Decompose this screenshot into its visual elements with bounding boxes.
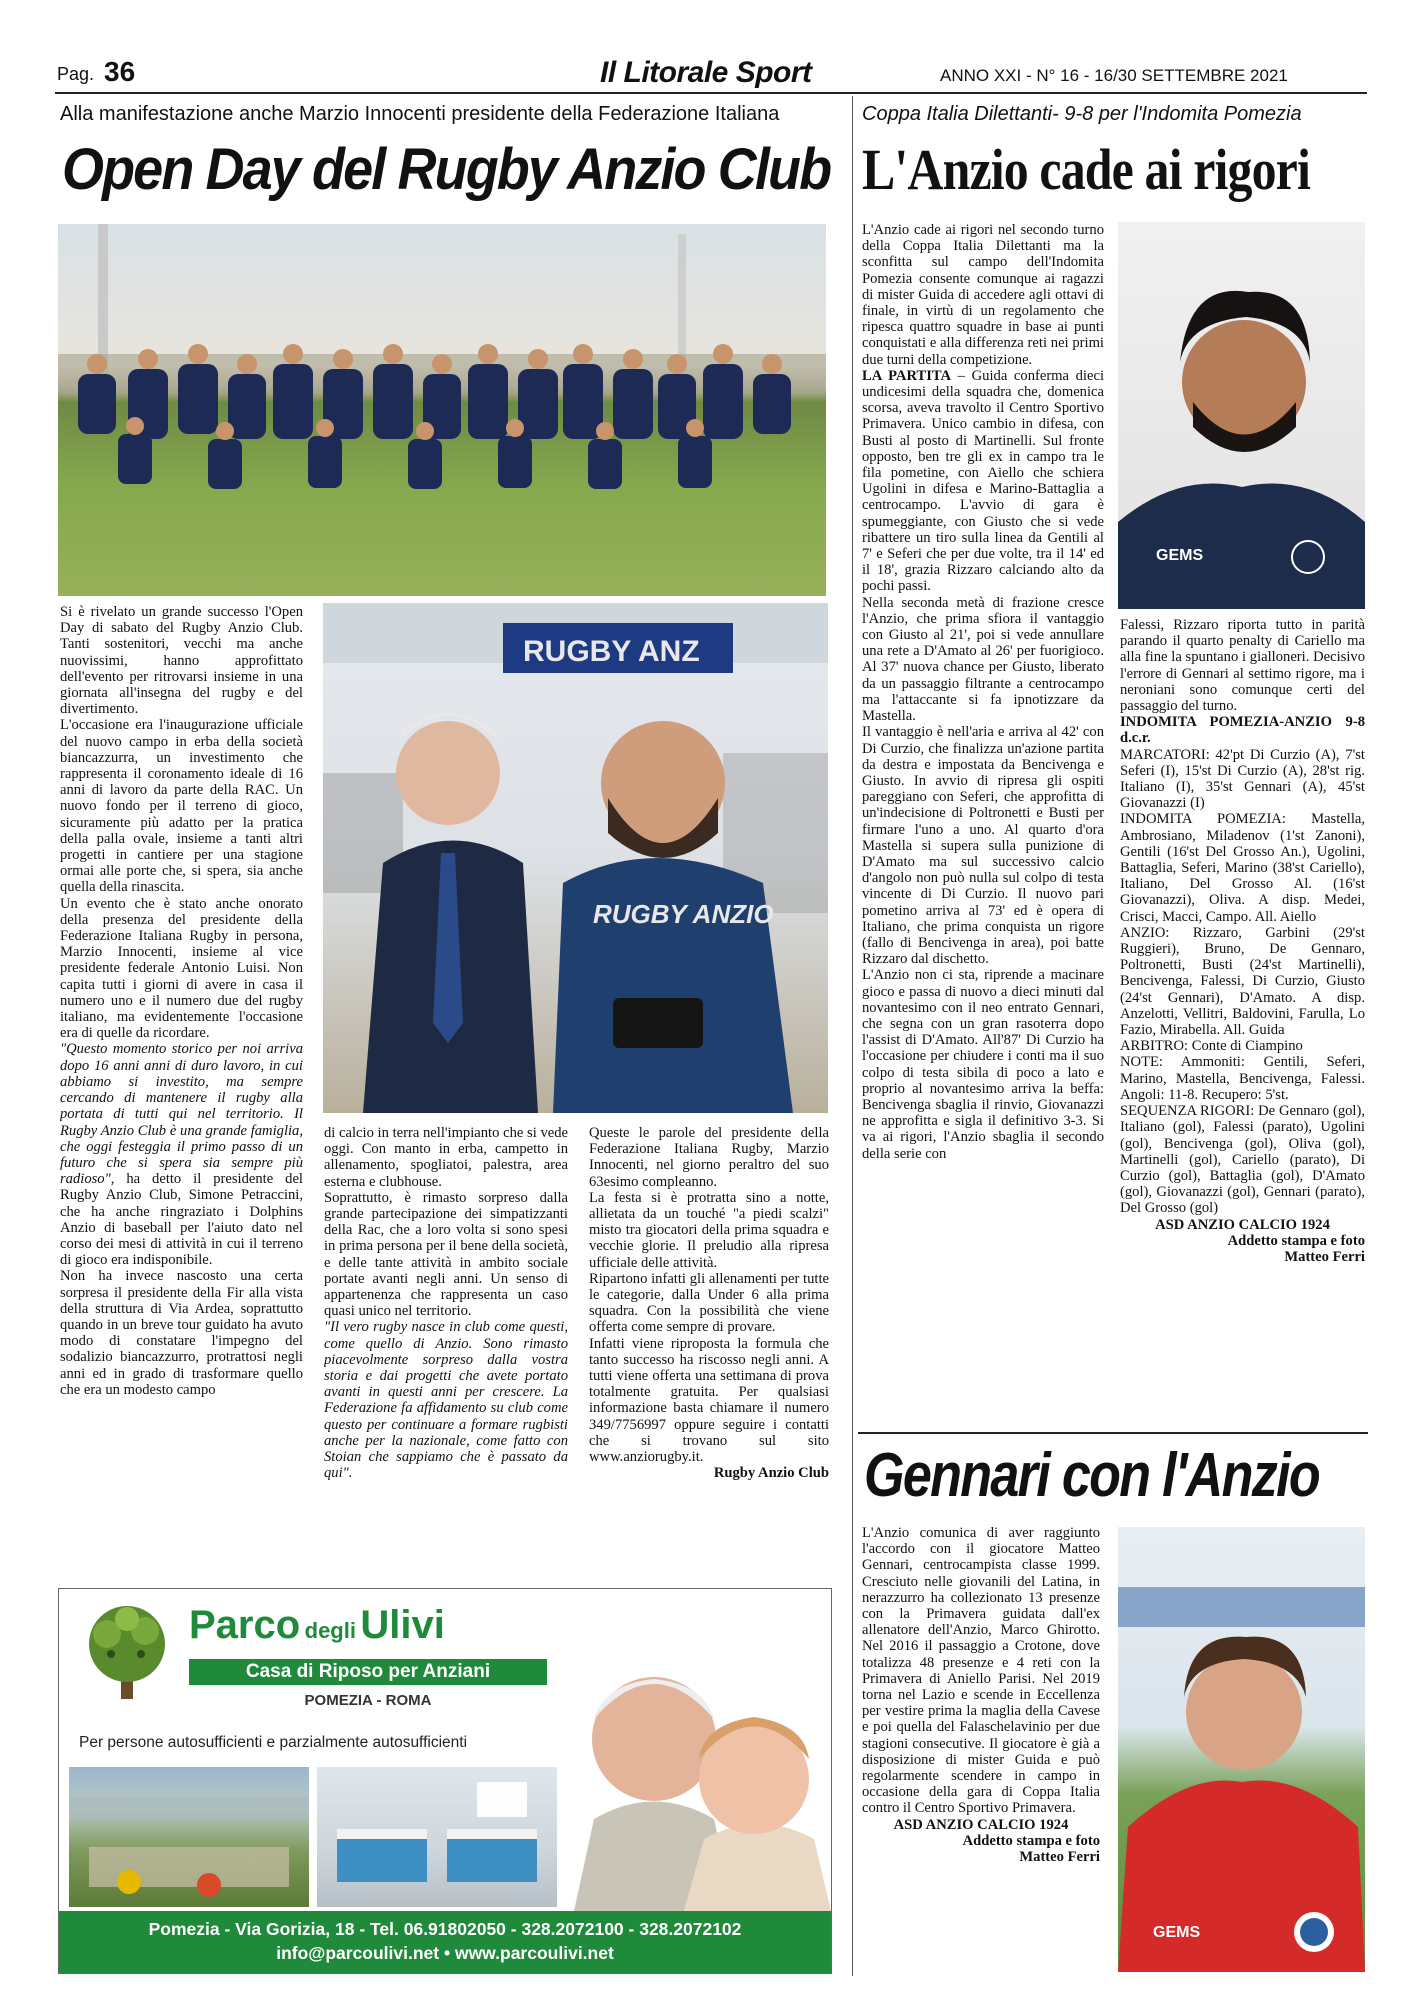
match-score-title: INDOMITA POMEZIA-ANZIO 9-8 d.c.r. xyxy=(1120,714,1365,747)
ad-garden-photo xyxy=(69,1767,309,1907)
ad-elderly-couple-photo xyxy=(564,1589,831,1911)
rugby-paragraph: Infatti viene riproposta la formula che tanto successo ha riscosso negli anni. A tutti viene offerta una settimana di prova totalmente gratuita. Per qualsiasi informazione basta chiamare il numero 349/7756997 oppure seguire i contatti che si trovano sul sito www.anziorugby.it. xyxy=(589,1335,829,1466)
sponsor-text: GEMS xyxy=(1156,547,1204,564)
shirt-text: RUGBY ANZIO xyxy=(593,899,774,929)
rugby-paragraph: Si è rivelato un grande successo l'Open Day di sabato del Rugby Anzio Club. Tanti sostenitori, vecchi ma anche nuovissimi, hanno approfittato dell'evento per ritrovarsi insieme in una giornata all'insegna del rugby e del divertimento. xyxy=(60,604,303,718)
rugby-paragraph: Soprattutto, è rimasto sorpreso dalla grande partecipazione dei simpatizzanti della Rac, che a loro volta si sono spesi in prima persona per il bene della società, e delle tante attività in ambito sociale portate avanti negli anni. Un senso di appartenenza che rappresenta un caso quasi unico nel territorio. xyxy=(324,1189,568,1320)
page-number: 36 xyxy=(104,56,136,87)
ad-contact-line2: info@parcoulivi.net • www.parcoulivi.net xyxy=(276,1943,614,1963)
gennari-rule xyxy=(858,1432,1368,1434)
ad-room-photo xyxy=(317,1767,557,1907)
ad-contact-bar xyxy=(59,1911,831,1973)
rugby-signature: Rugby Anzio Club xyxy=(713,1465,829,1482)
rugby-paragraph xyxy=(60,1041,303,1268)
rugby-paragraph: Queste le parole del presidente della Federazione Italiana Rugby, Marzio Innocenti, nel giorno peraltro del suo 63esimo compleanno. xyxy=(589,1125,829,1190)
anzio-signature-club: ASD ANZIO CALCIO 1924 xyxy=(1155,1216,1330,1233)
header-rule xyxy=(55,92,1367,94)
ad-location: POMEZIA - ROMA xyxy=(304,1692,432,1709)
gennari-signature-role: Addetto stampa e foto xyxy=(962,1832,1100,1849)
anzio-player-photo xyxy=(1118,222,1365,609)
ad-contact-line1: Pomezia - Via Gorizia, 18 - Tel. 06.91802050 - 328.2072100 - 328.2072102 xyxy=(148,1919,742,1939)
olive-tree-logo xyxy=(71,1599,183,1709)
anzio-column-2 xyxy=(1120,617,1365,1462)
arbitro: ARBITRO: Conte di Ciampino xyxy=(1120,1038,1303,1055)
rugby-column-1 xyxy=(60,604,303,1579)
petraccini-quote: "Questo momento storico per noi arriva dopo 16 anni anni di duro lavoro, in cui abbiamo si investito, ma sempre cercando di mantenere il rugby alla portata di tutti qui nel territorio. Il Rugby Anzio Club è una grande famiglia, che oggi festeggia il primo passo di un futuro che si spera sia sempre più radioso" xyxy=(60,1041,303,1188)
rugby-paragraph: Non ha invece nascosto una certa sorpresa il presidente della Fir alla vista della struttura di Via Ardea, soprattutto quando in un breve tour guidato ha avuto modo di constatare l'impegno del sodalizio biancazzurro, protrattosi negli anni ed in grado di trasformare quello che era un modesto campo xyxy=(60,1268,303,1398)
anzio-paragraph: L'Anzio non ci sta, riprende a macinare gioco e passa di nuovo a dieci minuti dal novantesimo con il neo entrato Gennari, che segna con un gran rasoterra dopo l'assist di D'Amato. All'87' Di Curzio ha l'occasione per chiudere i conti ma il suo colpo di testa sibila di poco a lato e proprio al novantesimo arriva la beffa: Bencivenga sbaglia il rinvio, Giovanazzi ne approfitta e sigla il definitivo 3-3. Si va ai rigori, l'Anzio sbaglia il secondo della serie con xyxy=(862,967,1104,1162)
rugby-column-2 xyxy=(324,1125,568,1575)
gennari-signature-name: Matteo Ferri xyxy=(1019,1849,1100,1866)
gennari-paragraph: L'Anzio comunica di aver raggiunto l'accordo con il giocatore Matteo Gennari, centrocampista classe 1999. Cresciuto nelle giovanili del Latina, in nerazzurro ha collezionato 13 presenze con la Primavera guidata dall'ex allenatore dell'Anzio, Marco Ghirotto. Nel 2016 il passaggio a Crotone, dove totalizza 48 presenze e 4 reti con la Primavera di Aniello Parisi. Nel 2019 torna nel Lazio e scende in Eccellenza per vestire prima la maglia della Cavese e poi quella del Falaschelavinio per due stagioni consecutive. Il giocatore è già a disposizione di mister Guida e può regolarmente scendere in campo in occasione della gara di Coppa Italia contro il Centro Sportivo Primavera. xyxy=(862,1525,1100,1817)
anzio-signature-name: Matteo Ferri xyxy=(1284,1248,1365,1265)
marcatori: MARCATORI: 42'pt Di Curzio (A), 7'st Seferi (I), 15'st Di Curzio (A), 28'st rig. Italiano (I), 35'st Gennari (A), 45'st Giovanazzi (I) xyxy=(1120,746,1365,812)
penalty-sequence: SEQUENZA RIGORI: De Gennaro (gol), Italiano (gol), Falessi (parato), Ugolini (gol), Bencivenga (gol), Oliva (gol), Martinelli (gol), Cariello (parato), Di Curzio (gol), Battaglia (gol), D'Amato (gol), Giovanazzi (gol), Gennari (parato), Del Grosso (gol) xyxy=(1120,1103,1365,1217)
masthead: Il Litorale Sport xyxy=(600,56,812,89)
innocenti-quote: "Il vero rugby nasce in club come questi, come quello di Anzio. Sono rimasto piacevolmente sorpreso dalla vostra storia e dai progetti che avete portato avanti in questi anni per crescere. La Federazione fa affidamento su club come questo per continuare a formare rugbisti anche per la nazionale, come fatto con Stoian che sappiamo che è passato da qui". xyxy=(324,1319,568,1482)
anzio-lineup: ANZIO: Rizzaro, Garbini (29'st Ruggieri), Bruno, De Gennaro, Poltronetti, Busti (24'st Martinelli), Bencivenga, Falessi, Di Curzio, Giusto (24'st Gennari), D'Amato. A disp. Anzelotti, Vellitri, Baldovini, Farulla, Lo Fazio, Mirabella. All. Guida xyxy=(1120,924,1365,1039)
ad-subtitle: Casa di Riposo per Anziani xyxy=(189,1659,547,1685)
rugby-paragraph: Ripartono infatti gli allenamenti per tutte le categorie, dalla Under 6 alla prima squadra. Con la possibilità che viene offerta come sempre di provare. xyxy=(589,1270,829,1336)
anzio-paragraph xyxy=(862,368,1104,595)
anzio-paragraph: Falessi, Rizzaro riporta tutto in parità parando il quarto penalty di Cariello ma alla fine la spuntano i gialloneri. Decisivo l'errore di Gennari al settimo rigore, ma i neroniani sono comunque certi del passaggio del turno. xyxy=(1120,617,1365,715)
rugby-column-3 xyxy=(589,1125,829,1575)
anzio-headline: L'Anzio cade ai rigori xyxy=(862,137,1310,202)
match-notes: NOTE: Ammoniti: Gentili, Seferi, Marino, Mastella, Bencivenga, Falessi. Angoli: 11-8. Recupero: 5'st. xyxy=(1120,1054,1365,1103)
gennari-body xyxy=(862,1525,1100,1975)
anzio-signature-role: Addetto stampa e foto xyxy=(1227,1232,1365,1249)
rugby-paragraph: di calcio in terra nell'impianto che si vede oggi. Con manto in erba, campetto in allenamento, spogliatoi, palestra, area esterna e clubhouse. xyxy=(324,1125,568,1190)
issue-info: ANNO XXI - N° 16 - 16/30 SETTEMBRE 2021 xyxy=(940,66,1288,85)
rugby-headline: Open Day del Rugby Anzio Club xyxy=(62,137,831,202)
anzio-paragraph: L'Anzio cade ai rigori nel secondo turno della Coppa Italia Dilettanti ma la sconfitta sul campo dell'Indomita Pomezia consente comunque ai ragazzi di mister Guida di accedere agli ottavi di finale, in virtù di un regolamento che ripesca quattro squadre in base ai punti conquistati e alla differenza reti nei primi due turni della competizione. xyxy=(862,222,1104,368)
gennari-photo xyxy=(1118,1527,1365,1972)
rugby-paragraph: La festa si è protratta sino a notte, allietata da un touché "a piedi scalzi" misto tra giocatori della prima squadra e vecchie glorie. Il preludio alla ripresa ufficiale delle attività. xyxy=(589,1189,829,1271)
parco-ulivi-ad xyxy=(58,1588,832,1974)
petraccini-attribution: , ha detto il presidente del Rugby Anzio Club, Simone Petraccini, che ha anche ringraziato i Dolphins Anzio di baseball per l'aiuto dato nel corso dei mesi di attività in cui il terreno di gioco era indisponibile. xyxy=(60,1171,303,1269)
la-partita-lead: LA PARTITA xyxy=(862,367,952,384)
la-partita-text: – Guida conferma dieci undicesimi della squadra che, domenica scorsa, aveva travolto il Centro Sportivo Primavera. Unico cambio in difesa, con Busti al posto di Martinelli. Sul fronte opposto, ben tre gli ex in campo tra le fila pometine, con Aiello che schiera Ugolini in difesa e Marino-Battaglia a centrocampo. L'avvio di gara è spumeggiante, con Giusto che si vede ribattere un tiro sulla linea da Gentili al 7' e Seferi che per due volte, tra il 14' ed il 18', grazia Rizzaro calciando alto da pochi passi. xyxy=(862,367,1104,595)
innocenti-photo xyxy=(323,603,828,1113)
sponsor-text: GEMS xyxy=(1153,1924,1201,1941)
rugby-kicker: Alla manifestazione anche Marzio Innocenti presidente della Federazione Italiana xyxy=(60,103,780,125)
anzio-kicker: Coppa Italia Dilettanti- 9-8 per l'Indomita Pomezia xyxy=(862,103,1302,125)
rugby-paragraph: Un evento che è stato anche onorato della presenza del presidente della Federazione Italiana Rugby in persona, Marzio Innocenti, insieme al vice presidente federale Antonio Luisi. Non capita tutti i giorni di avere in casa il numero uno e il numero due del rugby italiano, ma evidentemente l'occasione era di quelle da ricordare. xyxy=(60,895,303,1042)
page-label: Pag. xyxy=(57,64,95,84)
anzio-column-1 xyxy=(862,222,1104,1460)
gennari-signature-club: ASD ANZIO CALCIO 1924 xyxy=(893,1816,1069,1833)
indomita-lineup: INDOMITA POMEZIA: Mastella, Ambrosiano, Miladenov (1'st Zanoni), Gentili (16'st Del Grosso An.), Ugolini, Battaglia, Seferi, Marino (38'st Cariello), Italiano, Del Grosso Al. (16'st Giovanazzi), Oliva. A disp. Medei, Crisci, Macci, Campo. All. Aiello xyxy=(1120,811,1365,925)
rugby-paragraph: L'occasione era l'inaugurazione ufficiale del nuovo campo in erba della società biancazzurra, un investimento che rappresenta il coronamento ideale di 16 anni di lavoro da parte della RAC. Un nuovo fondo per il terreno di gioco, sicuramente più adatto per la pratica della palla ovale, insieme a tanti altri progetti in cantiere per una stagione ormai alle porte che, si spera, sia anche quella della rinascita. xyxy=(60,717,303,896)
gennari-headline: Gennari con l'Anzio xyxy=(864,1441,1320,1510)
column-divider xyxy=(852,96,853,1976)
anzio-paragraph: Il vantaggio è nell'aria e arriva al 42' con Di Curzio, che finalizza un'azione partita da destra e impostata da Bencivenga e Giusto. In avvio di ripresa gli ospiti pareggiano con Seferi, che approfitta di un'indecisione di Poltronetti e Busti per firmare l'uno a uno. Al quarto d'ora Mastella si supera sulla punizione di D'Amato ma sul successivo calcio d'angolo non può nulla sul colpo di testa vincente di Di Curzio. Il nuovo pari pometino arriva al 73' ed è opera di Italiano, che prima conquista un rigore (fallo di Bencivenga in area), poi batte Rizzaro dal dischetto. xyxy=(862,724,1104,968)
anzio-paragraph: Nella seconda metà di frazione cresce l'Anzio, che prima sfiora il vantaggio con Giusto al 21', poi si vede annullare una rete a D'Amato al 26' per fuorigioco. Al 37' nuova chance per Giusto, liberato da un passaggio filtrante a centrocampo ma l'attaccante si fa ipnotizzare da Mastella. xyxy=(862,594,1104,725)
ad-tagline: Per persone autosufficienti e parzialmente autosufficienti xyxy=(79,1734,468,1751)
ad-brand: Parco degli Ulivi xyxy=(189,1603,445,1647)
banner-text: RUGBY ANZ xyxy=(523,635,700,668)
team-photo xyxy=(58,224,826,596)
